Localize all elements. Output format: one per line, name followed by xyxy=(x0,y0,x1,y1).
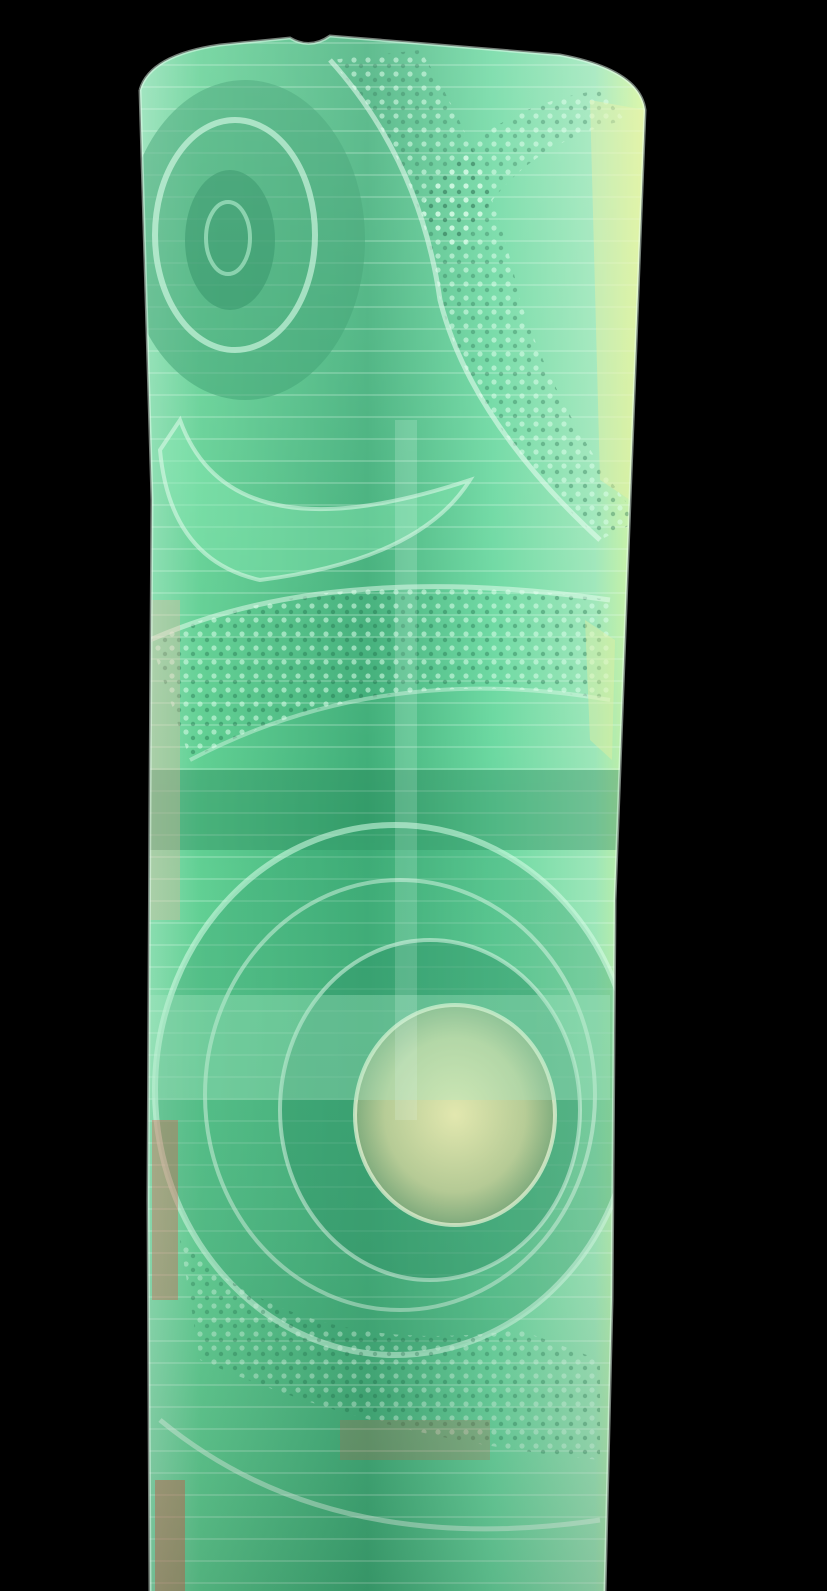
glass-column xyxy=(125,30,660,1591)
